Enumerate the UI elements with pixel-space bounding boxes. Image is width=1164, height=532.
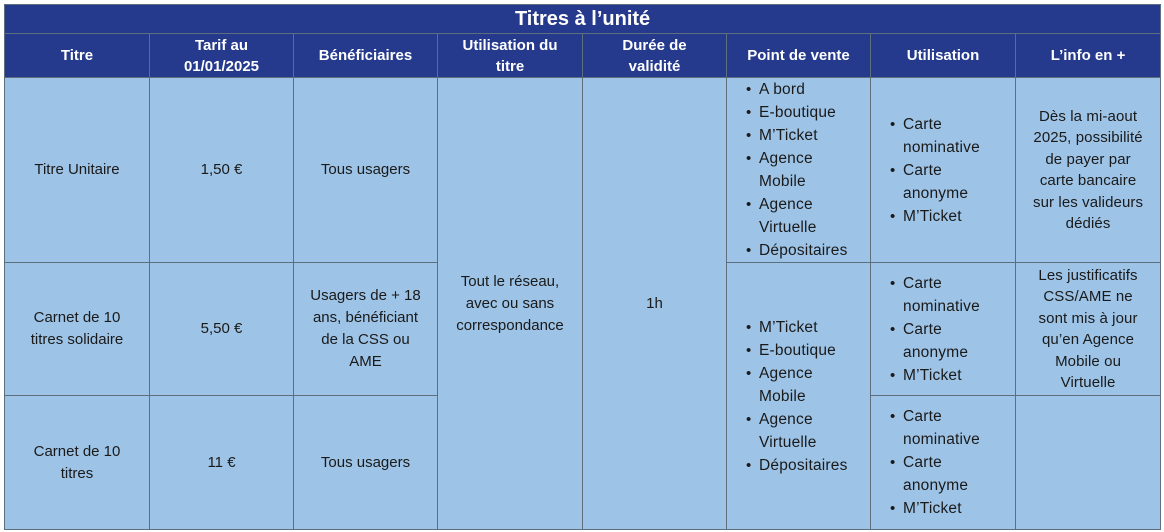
list-item-line2: anonyme	[903, 477, 969, 494]
list-item-line2: anonyme	[903, 184, 969, 202]
list-item-line2: Mobile	[759, 173, 806, 190]
header-utilisation-titre-line1: Utilisation du	[462, 36, 558, 54]
cell-beneficiaires	[294, 263, 438, 396]
header-tarif-line2: 01/01/2025	[183, 57, 260, 75]
cell-info-empty	[1016, 396, 1161, 530]
info-line: qu’en Agence	[1041, 331, 1135, 348]
cell-beneficiaires-text: Tous usagers	[320, 161, 411, 178]
list-item-line1: Agence	[759, 364, 813, 382]
list-item-line1: Agence	[759, 410, 813, 428]
list-item-line2: nominative	[903, 138, 980, 156]
cell-beneficiaires-text: Tous usagers	[320, 453, 411, 471]
list-item-line1: Agence	[759, 196, 813, 213]
list-item-line2: nominative	[903, 297, 980, 315]
list-item: • M’Ticket	[903, 364, 1009, 387]
list-item-line1: Carte	[903, 115, 942, 133]
info-line: Dès la mi-aout	[1039, 107, 1138, 125]
list-item-line2: nominative	[903, 431, 980, 448]
header-duree-line2: validité	[628, 57, 681, 75]
list-item-line1: Carte	[903, 161, 942, 179]
list-item-line2: Mobile	[759, 387, 806, 405]
header-utilisation-titre-line2: titre	[495, 57, 525, 75]
shared-utilisation-line3: correspondance	[456, 316, 564, 334]
header-utilisation-text: Utilisation	[906, 47, 980, 64]
info-line: carte bancaire	[1039, 172, 1137, 189]
info-line: dédiés	[1065, 215, 1111, 232]
list-item	[903, 318, 1009, 364]
list-item	[759, 193, 864, 239]
list-item	[903, 113, 1009, 159]
cell-beneficiaires	[294, 78, 438, 263]
cell-utilisation	[871, 263, 1016, 396]
list-item-line2: Virtuelle	[759, 219, 817, 236]
cell-utilisation-titre-shared	[438, 78, 583, 530]
header-utilisation-titre	[438, 34, 583, 78]
cell-titre-line1: Carnet de 10	[33, 442, 121, 460]
list-item	[759, 362, 864, 408]
cell-tarif-text: 5,50 €	[200, 320, 243, 337]
list-item	[903, 159, 1009, 205]
cell-tarif-text: 1,50 €	[200, 161, 243, 178]
info-line: de payer par	[1045, 150, 1131, 168]
cell-tarif	[150, 396, 294, 530]
shared-utilisation-line2: avec ou sans	[465, 294, 555, 312]
utilisation-list	[875, 113, 1009, 228]
list-item: • M’Ticket	[759, 124, 864, 147]
table-title: Titres à l’unité	[5, 5, 1161, 34]
header-info	[1016, 34, 1161, 78]
cell-beneficiaires-line1: Usagers de + 18	[310, 287, 421, 304]
cell-utilisation	[871, 78, 1016, 263]
info-line: sont mis à jour	[1038, 309, 1138, 327]
header-beneficiaires	[294, 34, 438, 78]
cell-titre-line2: titres solidaire	[30, 331, 124, 348]
header-titre	[5, 34, 150, 78]
cell-info	[1016, 78, 1161, 263]
cell-tarif-text: 11 €	[207, 453, 236, 471]
info-line: 2025, possibilité	[1033, 129, 1143, 146]
cell-point-vente	[727, 78, 871, 263]
shared-duree-text: 1h	[646, 294, 663, 312]
list-item-line1: Agence	[759, 150, 813, 167]
cell-beneficiaires-line2: ans, bénéficiant	[312, 309, 419, 326]
list-item: • E-boutique	[759, 101, 864, 124]
list-item-line2: Virtuelle	[759, 433, 817, 451]
header-duree-line1: Durée de	[622, 36, 687, 54]
header-tarif	[150, 34, 294, 78]
cell-beneficiaires	[294, 396, 438, 530]
table-title-row	[5, 5, 1161, 34]
header-titre-text: Titre	[60, 47, 94, 64]
cell-utilisation	[871, 396, 1016, 530]
list-item: • M’Ticket	[759, 316, 864, 339]
list-item: • A bord	[759, 78, 864, 101]
list-item: • M’Ticket	[903, 205, 1009, 228]
header-info-text: L’info en +	[1050, 47, 1126, 64]
list-item	[903, 405, 1009, 451]
cell-titre	[5, 396, 150, 530]
list-item	[903, 272, 1009, 318]
list-item: • M’Ticket	[903, 497, 1009, 520]
shared-utilisation-line1: Tout le réseau,	[460, 272, 560, 290]
info-line: CSS/AME ne	[1043, 288, 1133, 305]
cell-titre-text: Titre Unitaire	[34, 161, 120, 178]
tariff-table	[4, 4, 1161, 530]
cell-beneficiaires-line4: AME	[349, 353, 382, 370]
utilisation-list	[875, 405, 1009, 520]
list-item	[903, 451, 1009, 497]
info-line: Les justificatifs	[1038, 266, 1138, 284]
cell-beneficiaires-line3: de la CSS ou	[321, 331, 410, 348]
header-point-vente-text: Point de vente	[747, 47, 850, 64]
cell-tarif	[150, 263, 294, 396]
info-line: sur les valideurs	[1033, 193, 1144, 211]
cell-titre-line2: titres	[60, 464, 94, 482]
cell-titre-line1: Carnet de 10	[33, 309, 121, 326]
cell-duree-shared	[583, 78, 727, 530]
list-item: • E-boutique	[759, 339, 864, 362]
header-tarif-line1: Tarif au	[194, 36, 249, 54]
list-item: • Dépositaires	[759, 239, 864, 262]
tariff-table-container	[4, 4, 1160, 530]
cell-info	[1016, 263, 1161, 396]
header-duree	[583, 34, 727, 78]
info-line: Mobile ou	[1055, 352, 1122, 370]
cell-tarif	[150, 78, 294, 263]
list-item-line1: Carte	[903, 274, 942, 292]
info-line: Virtuelle	[1060, 374, 1116, 391]
utilisation-list	[875, 272, 1009, 387]
list-item-line1: Carte	[903, 320, 942, 338]
list-item: • Dépositaires	[759, 454, 864, 477]
cell-titre	[5, 78, 150, 263]
column-header-row	[5, 34, 1161, 78]
list-item	[759, 147, 864, 193]
point-vente-list	[731, 78, 864, 262]
list-item	[759, 408, 864, 454]
table-row	[5, 78, 1161, 263]
list-item-line2: anonyme	[903, 343, 969, 361]
list-item-line1: Carte	[903, 408, 942, 425]
header-utilisation	[871, 34, 1016, 78]
cell-point-vente-carnets	[727, 263, 871, 530]
header-beneficiaires-text: Bénéficiaires	[318, 47, 413, 64]
header-point-vente	[727, 34, 871, 78]
cell-titre	[5, 263, 150, 396]
list-item-line1: Carte	[903, 454, 942, 471]
point-vente-list	[731, 316, 864, 477]
